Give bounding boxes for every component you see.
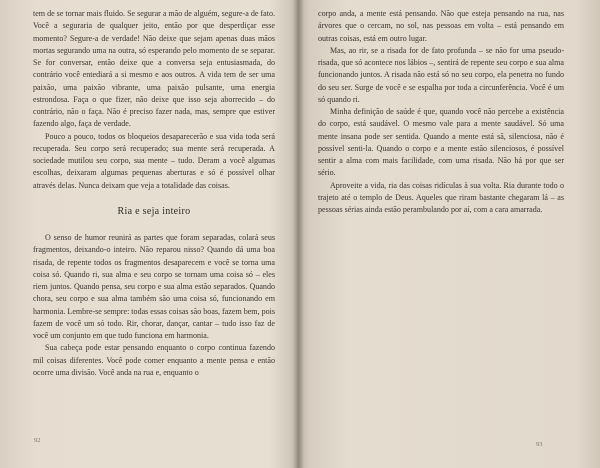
right-paragraph-3: Minha definição de saúde é que, quando você não percebe a existência do corpo, está saudável. O mesmo vale para a mente saudável. Só uma mente insana pode ser sentida. Quando a mente está sã, silenciosa, não é possível senti-la. Quando o corpo e a mente estão silenciosos, é possível sentir a alma com mais facilidade, com uma risada. Não há por que ser sério. (318, 107, 564, 178)
section-heading: Ria e seja inteiro (117, 205, 191, 217)
right-page-text (318, 8, 564, 216)
left-page (0, 0, 296, 468)
left-paragraph-4: Sua cabeça pode estar pensando enquanto o corpo continua fazendo mil coisas diferentes. Você pode comer enquanto a mente pensa e então ocorre uma divisão. Você anda na rua e, enquanto o (33, 343, 275, 377)
left-page-number: 92 (34, 437, 41, 444)
right-page (304, 0, 600, 468)
right-paragraph-2: Mas, ao rir, se a risada for de fato profunda – se não for uma pseudo-risada, que só acontece nos lábios –, sentirá de repente seu corpo e sua alma funcionando juntos. A risada não está só no seu corpo, ela penetra no fundo do seu ser. Surge de você e se espalha por toda a circunferência. Você é um só quando ri. (318, 45, 564, 104)
left-paragraph-1: tem de se tornar mais fluido. Se segurar a mão de alguém, segure-a de fato. Você a seguraria de qualquer jeito, então por que desperdiçar esse momento? Segure-a de verdade! Não deixe que sejam apenas duas mãos mortas segurando uma na outra, só esperando pelo momento de se separar. Se for conversar, então deixe que a conversa seja entusiasmada, do contrário você entediará a si mesmo e aos outros. A vida tem de ser uma paixão, uma paixão vibrante, uma paixão pulsante, uma energia estrondosa. Faça o que fizer, não deixe que isso seja aborrecido – do contrário, não o faça. Não é preciso fazer nada, mas, sempre que estiver fazendo algo, faça de verdade. (33, 9, 275, 129)
left-page-text (33, 8, 275, 379)
left-paragraph-2: Pouco a pouco, todos os bloqueios desaparecerão e sua vida toda será recuperada. Seu corpo será recuperado; sua mente será recuperada. A sociedade mutilou seu corpo, sua mente – tudo. Deram a você algumas escolhas, deixaram algumas pequenas aberturas e só é possível olhar através delas. Nunca deixam que veja a totalidade das coisas. (33, 131, 275, 190)
right-paragraph-4: Aproveite a vida, ria das coisas ridículas à sua volta. Ria durante todo o trajeto até o templo de Deus. Aqueles que riram bastante chegaram lá – as pessoas sérias ainda estão perambulando por aí, com a cara amarrada. (318, 180, 564, 214)
right-page-number: 93 (536, 441, 543, 448)
left-paragraph-3: O senso de humor reunirá as partes que foram separadas, colará seus fragmentos, deixando-o inteiro. Não reparou nisso? Quando dá uma boa risada, de repente todos os fragmentos desaparecem e você se torna uma coisa só. Quando ri, sua alma e seu corpo se tornam uma coisa só – eles riem juntos. Quando pensa, seu corpo e sua alma estão separados. Quando chora, seu corpo e sua alma também são uma coisa só, funcionando em harmonia. Lembre-se sempre: todas essas coisas são boas, fazem bem, pois fazem de você um só todo. Rir, chorar, dançar, cantar – tudo isso faz de você um conjunto em que tudo funciona em harmonia. (33, 233, 276, 340)
right-paragraph-1: corpo anda, a mente está pensando. Não que esteja pensando na rua, nas árvores que o cercam, no sol, nas pessoas em volta – está pensando em outras coisas, está em outro lugar. (318, 9, 564, 43)
